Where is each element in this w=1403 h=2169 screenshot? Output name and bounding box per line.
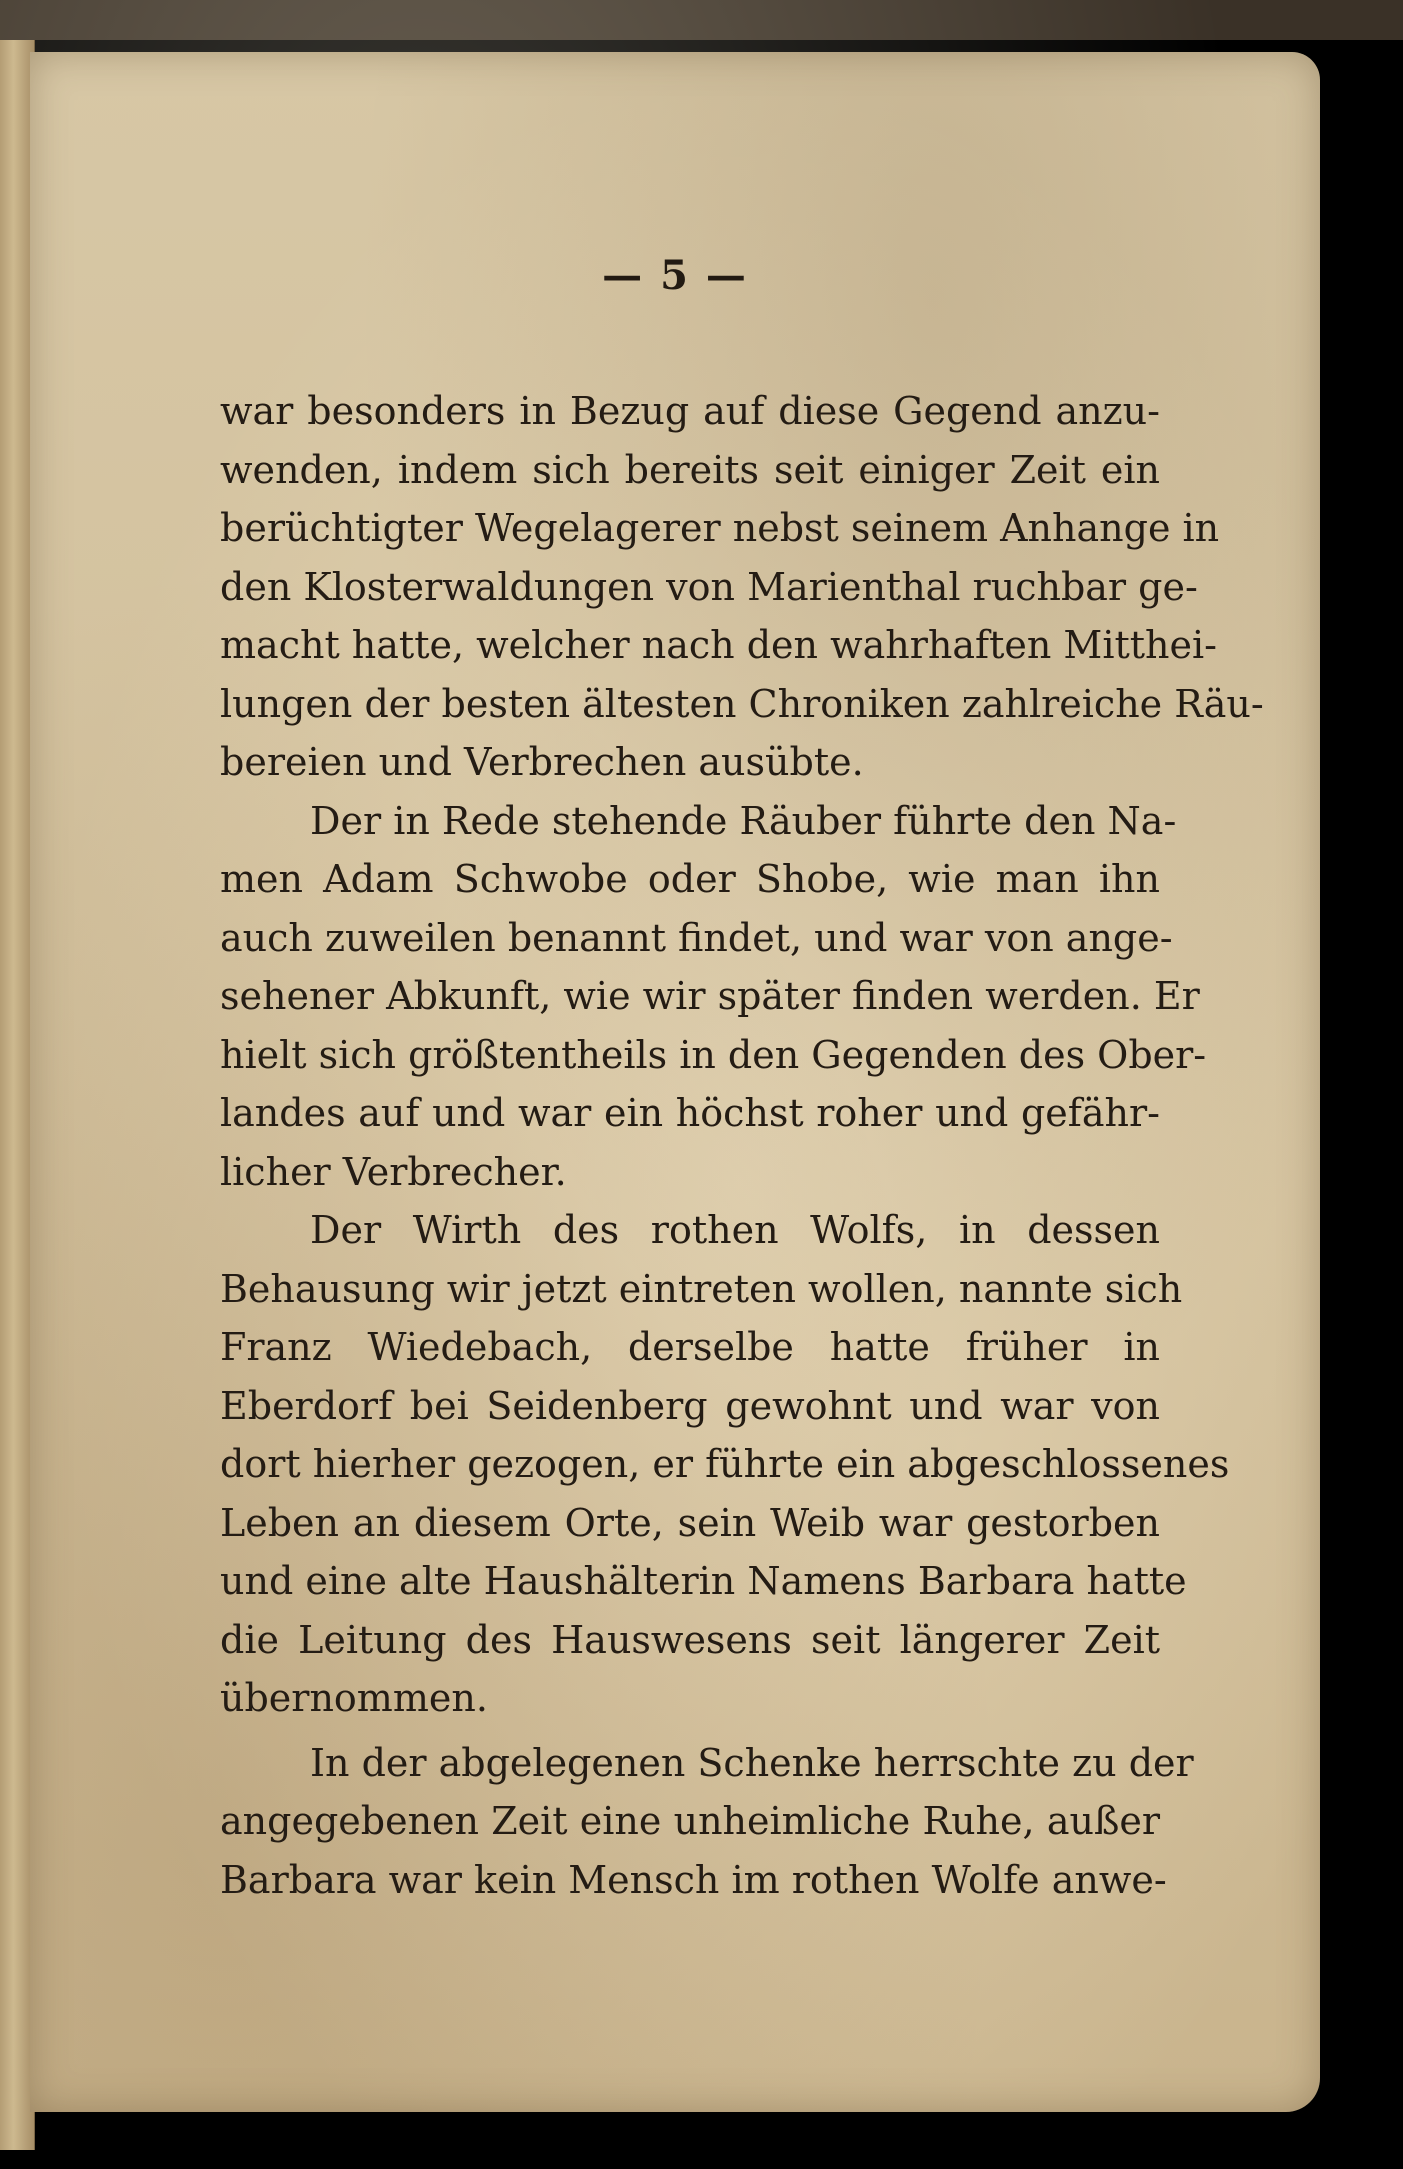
text-line: licher Verbrecher. bbox=[220, 1149, 567, 1194]
text-line: und eine alte Haushälterin Namens Barbara hatte bbox=[220, 1559, 1187, 1603]
text-line: Franz Wiedebach, derselbe hatte früher in bbox=[220, 1325, 1160, 1369]
book-page bbox=[30, 52, 1320, 2112]
text-line: men Adam Schwobe oder Shobe, wie man ihn bbox=[220, 857, 1160, 901]
text-line: übernommen. bbox=[220, 1676, 488, 1720]
text-line: Der Wirth des rothen Wolfs, in dessen bbox=[310, 1208, 1160, 1252]
text-line: Der in Rede stehende Räuber führte den Na- bbox=[310, 798, 1177, 843]
page-body bbox=[220, 382, 1264, 1909]
text-line: auch zuweilen benannt findet, und war von ange- bbox=[220, 915, 1173, 960]
text-line: wenden, indem sich bereits seit einiger Zeit ein bbox=[220, 447, 1160, 492]
text-line: macht hatte, welcher nach den wahrhaften Mitthei- bbox=[220, 623, 1217, 667]
text-line: Leben an diesem Orte, sein Weib war gestorben bbox=[220, 1500, 1160, 1545]
text-line: In der abgelegenen Schenke herrschte zu der bbox=[310, 1740, 1194, 1785]
text-line: bereien und Verbrechen ausübte. bbox=[220, 740, 864, 784]
text-line: dort hierher gezogen, er führte ein abgeschlossenes bbox=[220, 1442, 1230, 1486]
text-line: Behausung wir jetzt eintreten wollen, nannte sich bbox=[220, 1266, 1183, 1311]
text-line: den Klosterwaldungen von Marienthal ruchbar ge- bbox=[220, 564, 1198, 609]
text-line: hielt sich größtentheils in den Gegenden des Ober- bbox=[220, 1032, 1207, 1077]
text-line: landes auf und war ein höchst roher und gefähr- bbox=[220, 1091, 1160, 1135]
text-line: die Leitung des Hauswesens seit längerer Zeit bbox=[220, 1617, 1160, 1662]
text-line: war besonders in Bezug auf diese Gegend anzu- bbox=[220, 389, 1160, 433]
text-line: Barbara war kein Mensch im rothen Wolfe anwe- bbox=[220, 1857, 1167, 1902]
text-line: berüchtigter Wegelagerer nebst seinem Anhange in bbox=[220, 506, 1220, 550]
text-line: Eberdorf bei Seidenberg gewohnt und war von bbox=[220, 1383, 1160, 1428]
text-line: lungen der besten ältesten Chroniken zahlreiche Räu- bbox=[220, 681, 1264, 726]
text-line: sehener Abkunft, wie wir später finden werden. Er bbox=[220, 974, 1200, 1018]
page-number: — 5 — bbox=[602, 252, 748, 299]
text-line: angegebenen Zeit eine unheimliche Ruhe, außer bbox=[220, 1799, 1160, 1843]
